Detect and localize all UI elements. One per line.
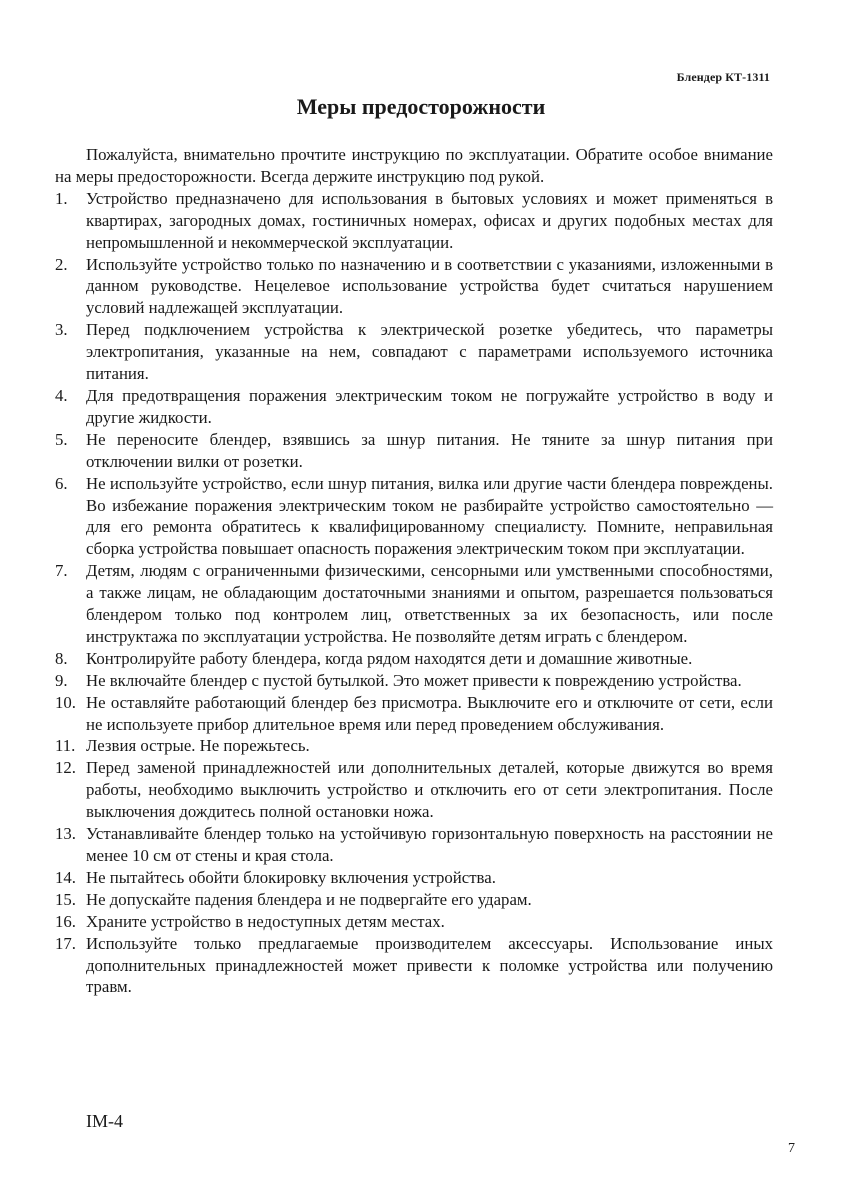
item-number: 7. [55,561,68,581]
list-item [55,889,773,911]
precautions-list [55,188,773,999]
item-number: 11. [55,736,76,756]
item-text: Перед заменой принадлежностей или дополнительных деталей, которые движутся во время работы, необходимо выключить устройство и отключить его от сети электропитания. После выключения дождитесь полной остановки ножа. [86,758,773,822]
item-number: 4. [55,385,68,405]
item-number: 6. [55,473,68,493]
list-item [55,319,773,385]
item-text: Не включайте блендер с пустой бутылкой. Это может привести к повреждению устройства. [86,670,742,690]
item-number: 10. [55,692,76,712]
item-number: 14. [55,867,76,887]
list-item [55,757,773,823]
item-text: Устанавливайте блендер только на устойчивую горизонтальную поверхность на расстоянии не менее 10 см от стены и края стола. [86,824,773,865]
item-text: Не переносите блендер, взявшись за шнур питания. Не тяните за шнур питания при отключении вилки от розетки. [86,429,773,471]
item-number: 17. [55,933,76,953]
item-number: 2. [55,254,68,274]
list-item [55,560,773,648]
list-item [55,385,773,429]
item-text: Используйте устройство только по назначению и в соответствии с указаниями, изложенными в данном руководстве. Нецелевое использование устройства будет считаться нарушением условий надлежащей эксплуатации. [86,254,773,318]
list-item [55,735,773,757]
document-code: IM-4 [86,1111,123,1131]
item-text: Устройство предназначено для использования в бытовых условиях и может применяться в квартирах, загородных домах, гостиничных номерах, офисах и других подобных местах для непромышленной и некоммерческой эксплуатации. [86,188,773,252]
header-product-name: Блендер КТ-1311 [676,70,770,84]
list-item [55,911,773,933]
item-number: 16. [55,911,76,931]
item-number: 15. [55,889,76,909]
item-text: Не допускайте падения блендера и не подвергайте его ударам. [86,889,532,909]
list-item [55,867,773,889]
item-text: Используйте только предлагаемые производителем аксессуары. Использование иных дополнительных принадлежностей может привести к поломке устройства или получению травм. [86,933,773,997]
item-number: 8. [55,648,68,668]
intro-paragraph: Пожалуйста, внимательно прочтите инструкцию по эксплуатации. Обратите особое внимание на меры предосторожности. Всегда держите инструкцию под рукой. [55,145,773,186]
list-item [55,670,773,692]
item-number: 12. [55,758,76,778]
item-text: Для предотвращения поражения электрическим током не погружайте устройство в воду и другие жидкости. [86,385,773,427]
list-item [55,648,773,670]
item-text: Не оставляйте работающий блендер без присмотра. Выключите его и отключите от сети, если не используете прибор длительное время или перед проведением обслуживания. [86,692,773,734]
item-text: Лезвия острые. Не порежьтесь. [86,736,310,756]
page-title: Меры предосторожности [296,94,546,119]
item-text: Не используйте устройство, если шнур питания, вилка или другие части блендера повреждены. Во избежание поражения электрическим током не разбирайте устройство самостоятельно — для его ремонта обратитесь к квалифицированному специалисту. Помните, неправильная сборка устройства повышает опасность поражения электрическим током при эксплуатации. [86,473,773,559]
item-text: Детям, людям с ограниченными физическими, сенсорными или умственными способностями, а также лицам, не обладающим достаточными знаниями и опытом, разрешается пользоваться блендером только под контролем лиц, ответственных за их безопасность, или после инструктажа по эксплуатации устройства. Не позволяйте детям играть с блендером. [86,561,773,646]
item-number: 5. [55,429,68,449]
item-number: 3. [55,320,68,340]
item-number: 13. [55,824,76,844]
item-number: 9. [55,670,68,690]
list-item [55,188,773,254]
list-item [55,473,773,561]
page-content [55,144,773,998]
list-item [55,254,773,320]
item-text: Не пытайтесь обойти блокировку включения устройства. [86,867,496,887]
item-number: 1. [55,188,68,208]
list-item [55,692,773,736]
page-number: 7 [788,1141,795,1156]
item-text: Контролируйте работу блендера, когда рядом находятся дети и домашние животные. [86,648,693,668]
list-item [55,933,773,999]
item-text: Храните устройство в недоступных детям местах. [86,911,445,931]
list-item [55,823,773,867]
list-item [55,429,773,473]
item-text: Перед подключением устройства к электрической розетке убедитесь, что параметры электропитания, указанные на нем, совпадают с параметрами используемого источника питания. [86,320,773,384]
